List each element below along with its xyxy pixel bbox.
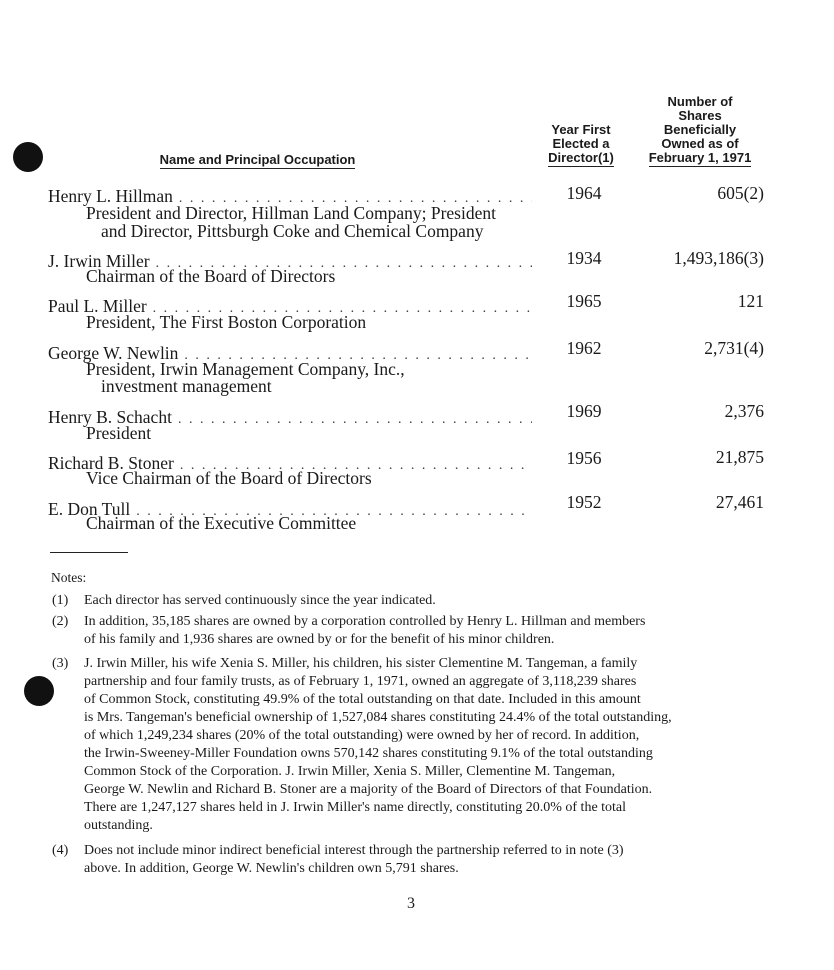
leader-dots (178, 411, 532, 429)
footnote-line: partnership and four family trusts, as of February 1, 1971, owned an aggregate of 3,118,239 shares (84, 674, 637, 689)
footnote-line: the Irwin-Sweeney-Miller Foundation owns 570,142 shares constituting 9.1% of the total outstanding (84, 746, 653, 761)
director-name: J. Irwin Miller (48, 251, 150, 271)
footnote-line: George W. Newlin and Richard B. Stoner are a majority of the Board of Directors of that Foundation. (84, 782, 653, 797)
director-name: Henry L. Hillman (48, 186, 173, 206)
director-name: Paul L. Miller (48, 296, 147, 316)
column-header-year: Year First Elected a Director(1) (548, 122, 614, 165)
shares-owned: 2,376 (724, 401, 764, 421)
director-name: Richard B. Stoner (48, 453, 174, 473)
director-occupation: Chairman of the Executive Committee (86, 513, 357, 533)
shares-owned: 121 (737, 291, 764, 311)
footnote-line: above. In addition, George W. Newlin's children own 5,791 shares. (84, 861, 459, 876)
shares-owned: 1,493,186(3) (673, 248, 764, 268)
director-occupation: President (86, 423, 152, 443)
footnote-line: is Mrs. Tangeman's beneficial ownership of 1,527,084 shares constituting 24.4% of the total outstanding, (84, 710, 672, 725)
notes-heading: Notes: (51, 570, 87, 585)
director-occupation: President, Irwin Management Company, Inc., (86, 359, 405, 379)
footnote-line: of Common Stock, constituting 49.9% of the total outstanding on that date. Included in this amount (84, 692, 641, 707)
shares-owned: 2,731(4) (704, 338, 764, 358)
year-elected: 1965 (566, 291, 602, 311)
footnote-number: (3) (52, 656, 69, 671)
shares-owned: 605(2) (717, 183, 764, 203)
footnote-number: (1) (52, 593, 69, 608)
director-occupation: Chairman of the Board of Directors (86, 266, 336, 286)
page-number: 3 (407, 895, 415, 912)
year-elected: 1934 (566, 248, 602, 268)
year-elected: 1962 (566, 338, 602, 358)
footnote-line: In addition, 35,185 shares are owned by a corporation controlled by Henry L. Hillman and members (84, 614, 646, 629)
punch-hole-lower (24, 676, 54, 706)
director-name: Henry B. Schacht (48, 407, 172, 427)
footnote-line: There are 1,247,127 shares held in J. Irwin Miller's name directly, constituting 20.0% of the total (84, 800, 627, 815)
year-elected: 1969 (566, 401, 602, 421)
footnote-line: Common Stock of the Corporation. J. Irwin Miller, Xenia S. Miller, Clementine M. Tangeman, (84, 764, 616, 779)
shares-owned: 27,461 (715, 492, 764, 512)
director-occupation: Vice Chairman of the Board of Directors (86, 468, 372, 488)
footnote-line: Each director has served continuously since the year indicated. (84, 593, 436, 608)
director-name: George W. Newlin (48, 343, 179, 363)
column-header-name: Name and Principal Occupation (159, 152, 356, 167)
footnote-number: (2) (52, 614, 69, 629)
director-occupation: President and Director, Hillman Land Company; President (86, 203, 496, 223)
shares-owned: 21,875 (715, 447, 764, 467)
footnote-number: (4) (52, 843, 69, 858)
footnote-line: outstanding. (84, 818, 153, 833)
footnote-line: of which 1,249,234 shares (20% of the total outstanding) were owned by her of record. In addition, (84, 728, 640, 743)
year-elected: 1956 (566, 448, 602, 468)
footnote-line: of his family and 1,936 shares are owned by or for the benefit of his minor children. (84, 632, 555, 647)
director-name: E. Don Tull (48, 499, 131, 519)
director-occupation: and Director, Pittsburgh Coke and Chemical Company (101, 221, 484, 241)
director-occupation: investment management (101, 376, 272, 396)
footnote-rule (50, 552, 128, 553)
footnote-line: J. Irwin Miller, his wife Xenia S. Miller, his children, his sister Clementine M. Tangeman, a family (84, 656, 638, 671)
year-elected: 1964 (566, 183, 602, 203)
director-occupation: President, The First Boston Corporation (86, 312, 367, 332)
year-elected: 1952 (566, 492, 602, 512)
footnote-line: Does not include minor indirect beneficial interest through the partnership referred to in note (3) (84, 843, 624, 858)
punch-hole-upper (13, 142, 43, 172)
column-header-shares: Number of Shares Beneficially Owned as of February 1, 1971 (648, 94, 752, 165)
